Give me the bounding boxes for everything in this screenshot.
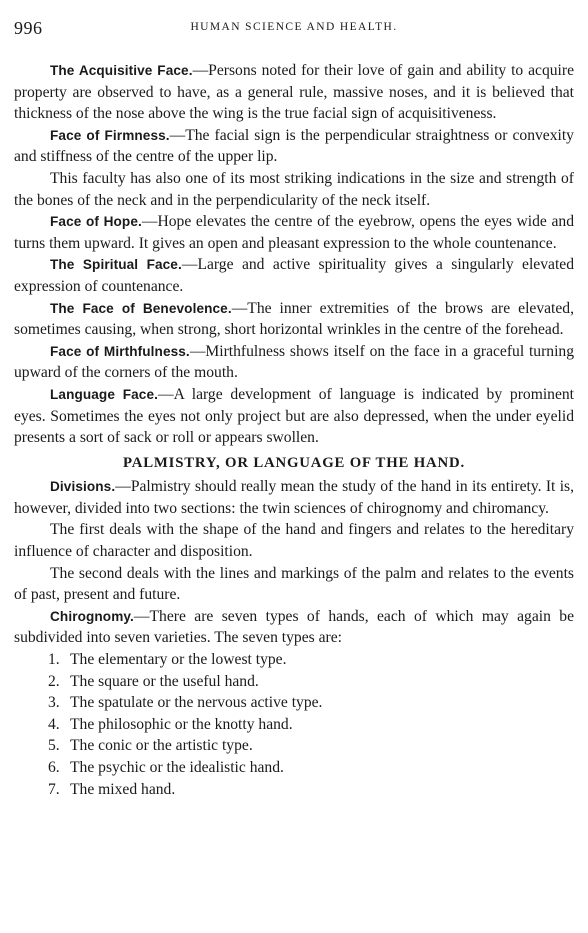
paragraph-text: —Mirthfulness shows itself on the face in a graceful turning upward of the corners of the mouth. <box>14 342 574 382</box>
paragraph-text: —The facial sign is the perpendicular straightness or convexity and stiffness of the centre of the upper lip. <box>14 126 574 166</box>
paragraph <box>14 298 574 341</box>
paragraph <box>14 563 574 606</box>
paragraph <box>14 341 574 384</box>
list-item-text: The psychic or the idealistic hand. <box>70 759 284 776</box>
run-in-term: The Acquisitive Face. <box>50 63 193 78</box>
page-body <box>14 60 574 800</box>
list-item <box>14 671 574 693</box>
paragraph <box>14 519 574 562</box>
section-heading: PALMISTRY, OR LANGUAGE OF THE HAND. <box>123 454 465 471</box>
list-item-number: 5. <box>48 737 60 755</box>
paragraph-text: —Persons noted for their love of gain and ability to acquire property are observed to have, as a general rule, massive noses, and it is believed that thickness of the nose above the wing is the true facial sign of acquisitiveness. <box>14 62 574 123</box>
paragraph-text: —The inner extremities of the brows are elevated, sometimes causing, when strong, short horizontal wrinkles in the centre of the forehead. <box>14 299 574 339</box>
run-in-term: Divisions. <box>50 479 116 495</box>
run-in-term: Language Face. <box>50 386 158 402</box>
list-item-number: 7. <box>48 780 60 798</box>
list-item <box>14 649 574 671</box>
hand-types-list <box>14 649 574 800</box>
list-item <box>14 714 574 736</box>
list-item <box>14 757 574 779</box>
paragraph-text: This faculty has also one of its most striking indications in the size and strength of the bones of the neck and in the perpendicularity of the neck itself. <box>14 169 574 209</box>
running-head <box>14 18 574 38</box>
paragraph <box>14 168 574 211</box>
list-item-number: 6. <box>48 759 60 776</box>
list-item-text: The philosophic or the knotty hand. <box>70 715 293 733</box>
bottom-paragraphs <box>14 476 574 649</box>
paragraph-text: —Palmistry should really mean the study of the hand in its entirety. It is, however, divided into two sections: the twin sciences of chirognomy and chiromancy. <box>14 478 574 517</box>
paragraph <box>14 125 574 168</box>
paragraph-text: —There are seven types of hands, each of which may again be subdivided into seven varieties. The seven types are: <box>14 607 574 647</box>
paragraph <box>14 476 574 519</box>
page-number: 996 <box>14 18 43 38</box>
list-item-text: The mixed hand. <box>70 780 176 798</box>
run-in-term: Face of Mirthfulness. <box>50 343 190 359</box>
paragraph-text: The second deals with the lines and markings of the palm and relates to the events of past, present and future. <box>14 564 574 604</box>
list-item-number: 1. <box>48 651 60 669</box>
list-item-text: The spatulate or the nervous active type. <box>70 694 323 712</box>
run-in-term: The Spiritual Face. <box>50 257 182 273</box>
paragraph <box>14 254 574 297</box>
run-in-term: The Face of Benevolence. <box>50 300 232 316</box>
list-item <box>14 692 574 714</box>
list-item <box>14 735 574 757</box>
list-item-text: The square or the useful hand. <box>70 672 259 690</box>
paragraph <box>14 384 574 449</box>
paragraph-text: The first deals with the shape of the hand and fingers and relates to the hereditary influence of character and disposition. <box>14 521 574 561</box>
paragraph <box>14 211 574 254</box>
list-item <box>14 779 574 801</box>
list-item-text: The elementary or the lowest type. <box>70 651 287 669</box>
paragraph-text: —Large and active spirituality gives a singularly elevated expression of countenance. <box>14 256 575 295</box>
list-item-text: The conic or the artistic type. <box>70 737 253 755</box>
top-paragraphs <box>14 60 574 449</box>
paragraph <box>14 60 574 125</box>
list-item-number: 4. <box>48 715 60 733</box>
list-item-number: 2. <box>48 672 60 690</box>
list-item-number: 3. <box>48 694 60 712</box>
run-in-term: Chirognomy. <box>50 608 134 624</box>
paragraph-text: —A large development of language is indicated by prominent eyes. Sometimes the eyes not only project but are also depressed, when the under eyelid presents a sort of sack or roll or appears swollen. <box>14 385 574 447</box>
run-in-term: Face of Hope. <box>50 214 142 230</box>
paragraph <box>14 606 574 649</box>
run-in-term: Face of Firmness. <box>50 127 170 143</box>
paragraph-text: —Hope elevates the centre of the eyebrow, opens the eyes wide and turns them upward. It gives an open and pleasant expression to the whole countenance. <box>14 213 574 252</box>
running-title: HUMAN SCIENCE AND HEALTH. <box>190 21 398 33</box>
